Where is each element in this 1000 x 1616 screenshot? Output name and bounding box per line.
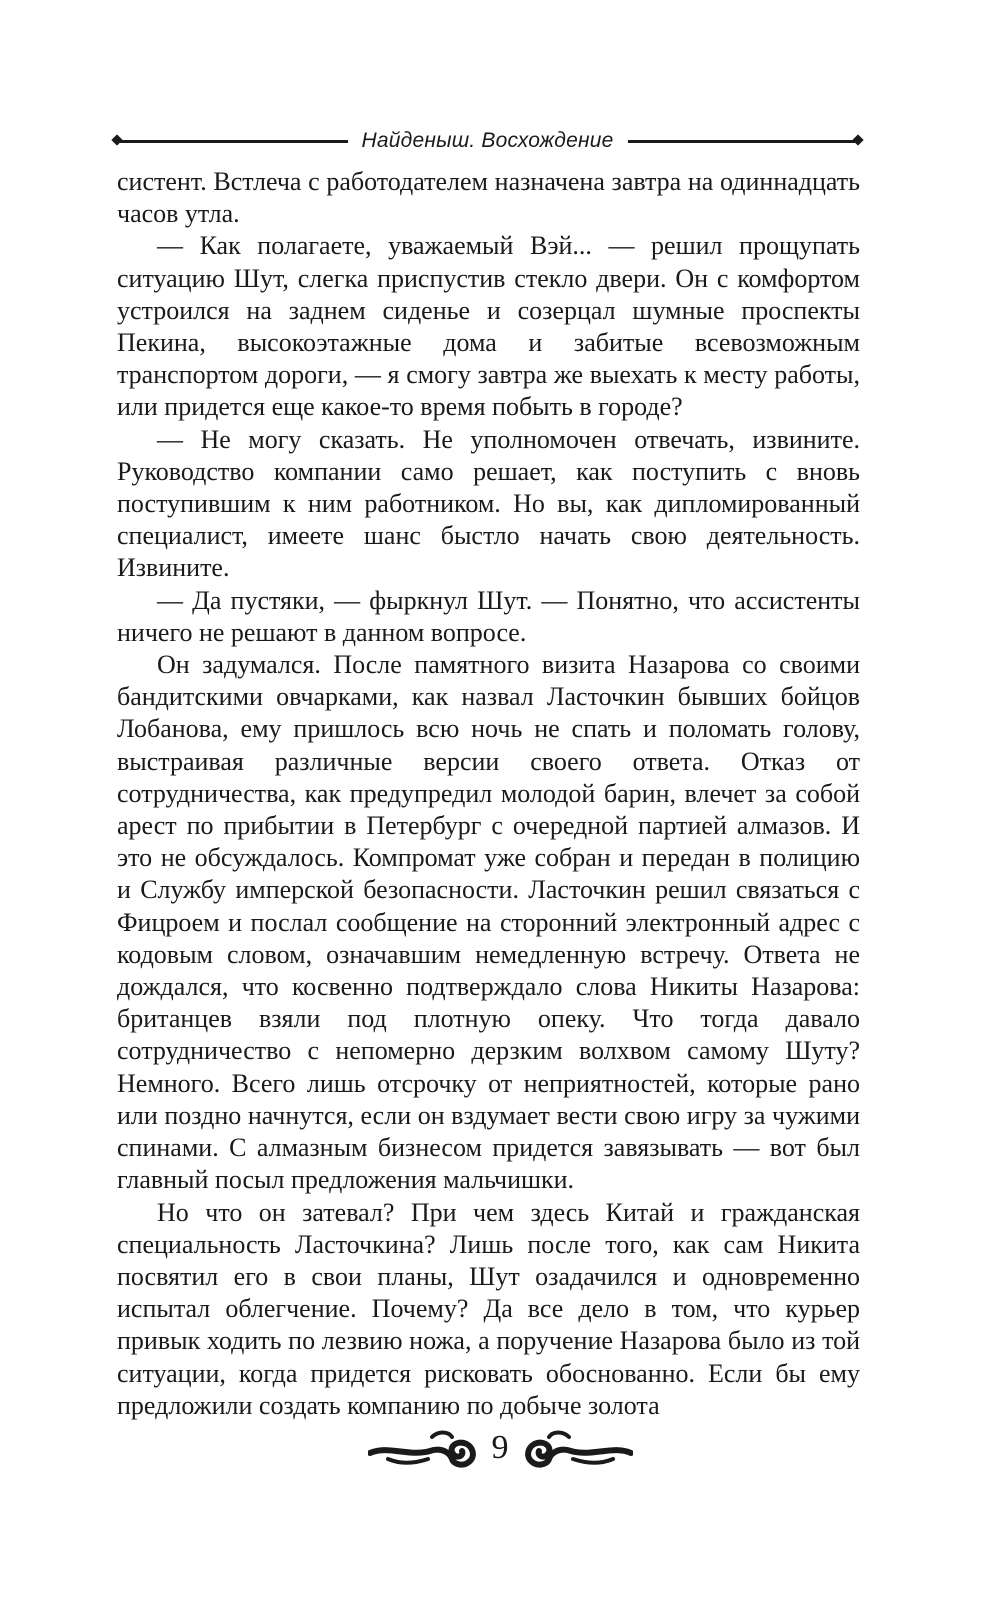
page-footer bbox=[0, 1418, 1000, 1478]
running-head-rule-right bbox=[628, 140, 861, 143]
paragraph-1: систент. Встлеча с работодателем назначена завтра на одиннадцать часов утла. bbox=[117, 167, 860, 229]
paragraph-3: — Не могу сказать. Не уполномочен отвечать, извините. Руководство компании само решает, как поступить с вновь поступившим к ним работником. Но вы, как дипломированный специалист, имеете шанс быстло начать свою деятельность. Извините. bbox=[117, 424, 860, 583]
page-number: 9 bbox=[491, 1429, 509, 1466]
paragraph-4: — Да пустяки, — фыркнул Шут. — Понятно, что ассистенты ничего не решают в данном вопросе. bbox=[117, 585, 860, 647]
left-swirl-ornament-icon bbox=[368, 1423, 478, 1473]
running-head bbox=[115, 124, 860, 158]
running-head-rule-left bbox=[115, 140, 348, 143]
page-body-text bbox=[117, 166, 860, 1422]
right-swirl-ornament-icon bbox=[523, 1423, 633, 1473]
paragraph-5: Он задумался. После памятного визита Назарова со своими бандитскими овчарками, как назвал Ласточкин бывших бойцов Лобанова, ему пришлось всю ночь не спать и поломать голову, выстраивая различные версии своего ответа. Отказ от сотрудничества, как предупредил молодой барин, влечет за собой арест по прибытии в Петербург с очередной партией алмазов. И это не обсуждалось. Компромат уже собран и передан в полицию и Службу имперской безопасности. Ласточкин решил связаться с Фицроем и послал сообщение на сторонний электронный адрес с кодовым словом, означавшим немедленную встречу. Ответа не дождался, что косвенно подтверждало слова Никиты Назарова: британцев взяли под плотную опеку. Что тогда давало сотрудничество с непомерно дерзким волхвом самому Шуту? Немного. Всего лишь отсрочку от неприятностей, которые рано или поздно начнутся, если он вздумает вести свою игру за чужими спинами. С алмазным бизнесом придется завязывать — вот был главный посыл предложения мальчишки. bbox=[117, 650, 860, 1195]
paragraph-2: — Как полагаете, уважаемый Вэй... — решил прощупать ситуацию Шут, слегка приспустив стекло двери. Он с комфортом устроился на заднем сиденье и созерцал шумные проспекты Пекина, высокоэтажные дома и забитые всевозможным транспортом дороги, — я смогу завтра же выехать к месту работы, или придется еще какое-то время побыть в городе? bbox=[117, 231, 860, 422]
running-head-title: Найденыш. Восхождение bbox=[361, 129, 614, 152]
paragraph-6: Но что он затевал? При чем здесь Китай и гражданская специальность Ласточкина? Лишь после того, как сам Никита посвятил его в свои планы, Шут озадачился и одновременно испытал облегчение. Почему? Да все дело в том, что курьер привык ходить по лезвию ножа, а поручение Назарова было из той ситуации, когда придется рисковать обоснованно. Если бы ему предложили создать компанию по добыче золота bbox=[117, 1197, 860, 1420]
